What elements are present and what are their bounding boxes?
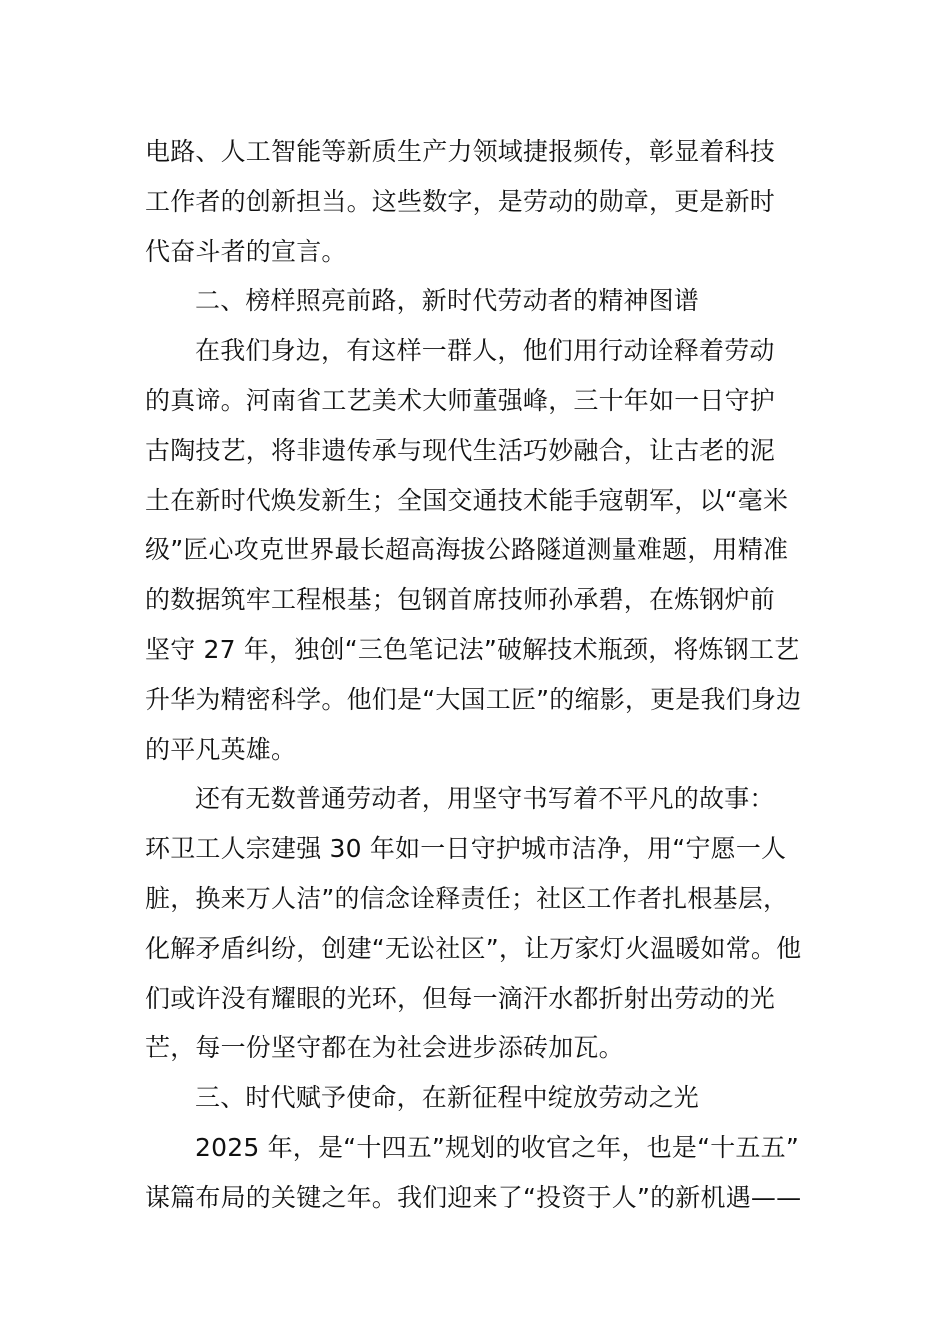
text-line: 代奋斗者的宣言。 (145, 236, 347, 266)
heading-text: 三、时代赋予使命，在新征程中绽放劳动之光 (195, 1083, 700, 1113)
text-line: 环卫工人宗建强 30 年如一日守护城市洁净，用“宁愿一人 (145, 834, 787, 864)
text-line: 脏，换来万人洁”的信念诠释责任；社区工作者扎根基层， (145, 883, 789, 913)
text-line: 2025 年，是“十四五”规划的收官之年，也是“十五五” (195, 1132, 799, 1162)
paragraph-continuation (145, 127, 807, 276)
text-line: 古陶技艺，将非遗传承与现代生活巧妙融合，让古老的泥 (145, 435, 776, 465)
text-line: 在我们身边，有这样一群人，他们用行动诠释着劳动 (195, 336, 775, 366)
heading-text: 二、榜样照亮前路，新时代劳动者的精神图谱 (195, 286, 700, 316)
paragraph-new-era (145, 1123, 807, 1223)
section-heading-3 (145, 1073, 807, 1123)
text-line: 坚守 27 年，独创“三色笔记法”破解技术瓶颈，将炼钢工艺 (145, 634, 800, 664)
text-line: 的真谛。河南省工艺美术大师董强峰，三十年如一日守护 (145, 385, 776, 415)
text-line: 升华为精密科学。他们是“大国工匠”的缩影，更是我们身边 (145, 684, 802, 714)
text-line: 级”匠心攻克世界最长超高海拔公路隧道测量难题，用精准 (145, 535, 789, 565)
paragraph-role-models (145, 326, 807, 774)
section-heading-2 (145, 276, 807, 326)
text-line: 还有无数普通劳动者，用坚守书写着不平凡的故事： (195, 784, 775, 814)
text-line: 电路、人工智能等新质生产力领域捷报频传，彰显着科技 (145, 137, 776, 166)
text-line: 的平凡英雄。 (145, 734, 297, 764)
text-line: 芒，每一份坚守都在为社会进步添砖加瓦。 (145, 1033, 624, 1063)
text-line: 工作者的创新担当。这些数字，是劳动的勋章，更是新时 (145, 186, 776, 216)
text-line: 们或许没有耀眼的光环，但每一滴汗水都折射出劳动的光 (145, 983, 776, 1013)
text-line: 化解矛盾纠纷，创建“无讼社区”，让万家灯火温暖如常。他 (145, 933, 802, 963)
paragraph-ordinary-workers (145, 774, 807, 1073)
text-line: 的数据筑牢工程根基；包钢首席技师孙承碧，在炼钢炉前 (145, 585, 776, 615)
text-line: 谋篇布局的关键之年。我们迎来了“投资于人”的新机遇—— (145, 1182, 802, 1212)
text-line: 土在新时代焕发新生；全国交通技术能手寇朝军，以“毫米 (145, 485, 789, 515)
document-page (145, 127, 807, 1223)
